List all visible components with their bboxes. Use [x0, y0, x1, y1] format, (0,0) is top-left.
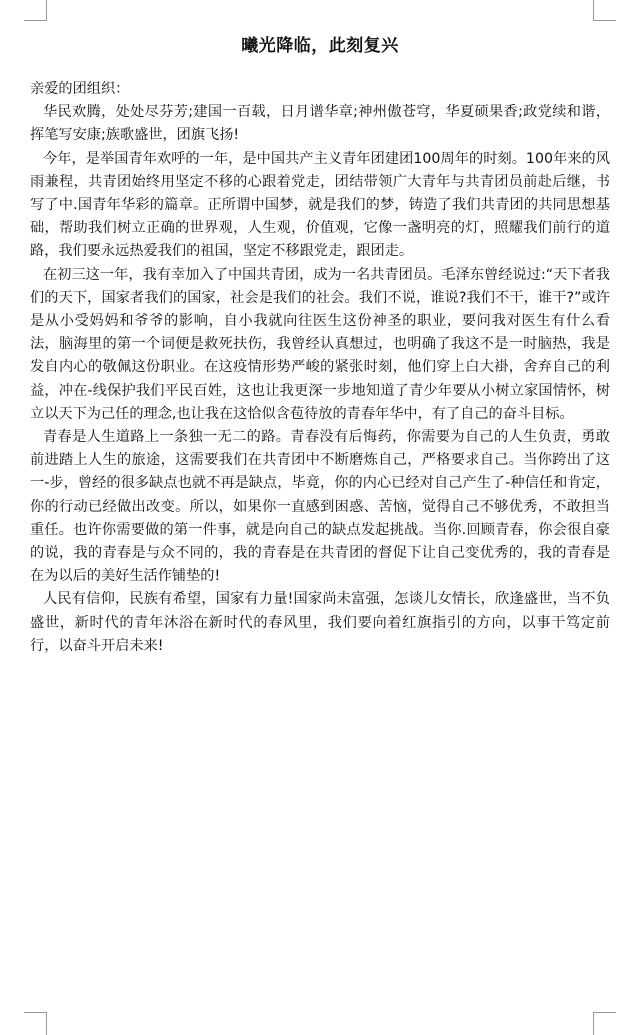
letter-salutation: 亲爱的团组织： — [30, 81, 130, 97]
paragraph-5: 人民有信仰，民族有希望，国家有力量!国家尚未富强，怎谈儿女情长，欣逢盛世，当不负盛世，新时代的青年沐浴在新时代的春风里，我们要向着红旗指引的方向，以事干笃定前行，以奋斗开启未来! — [30, 591, 610, 654]
paragraph-3: 在初三这一年，我有幸加入了中国共青团，成为一名共青团员。毛泽东曾经说过:“天下者我们的天下，国家者我们的国家，社会是我们的社会。我们不说，谁说?我们不干，谁干?”或许是从小受妈妈和爷爷的影响，自小我就向往医生这份神圣的职业，要问我对医生有什么看法，脑海里的第一个词便是救死扶伤，我曾经认真想过，也明确了我这不是一时脑热，我是发自内心的敬佩这份职业。在这疫情形势严峻的紧张时刻，他们穿上白大褂，舍弃自己的利益，冲在-线保护我们平民百姓，这也让我更深一步地知道了青少年要从小树立家国情怀，树立以天下为己任的理念,也让我在这恰似含苞待放的青春年华中，有了自己的奋斗目标。 — [30, 266, 610, 422]
page-corner-mark-bottom-left — [24, 1012, 47, 1035]
page-corner-mark-bottom-right — [593, 1012, 616, 1035]
letter-title: 曦光降临，此刻复兴 — [241, 36, 399, 56]
page-corner-mark-top-left — [24, 0, 47, 21]
paragraph-4: 青春是人生道路上一条独一无二的路。青春没有后悔药，你需要为自己的人生负责，勇敢前进踏上人生的旅途，这需要我们在共青团中不断磨炼自己，严格要求自己。当你跨出了这一-步，曾经的很多缺点也就不再是缺点，毕竟，你的内心已经对自己产生了-种信任和肯定，你的行动已经做出改变。所以，如果你一直感到困惑、苦恼，觉得自己不够优秀，不敢担当重任。也许你需要做的第一件事，就是向自己的缺点发起挑战。当你.回顾青春，你会很自豪的说，我的青春是与众不同的，我的青春是在共青团的督促下让自己变优秀的，我的青春是在为以后的美好生活作铺垫的! — [30, 429, 610, 585]
paragraph-2: 今年，是举国青年欢呼的一年，是中国共产主义青年团建团100周年的时刻。100年来的风雨兼程，共青团始终用坚定不移的心跟着党走，团结带领广大青年与共青团员前赴后继，书写了中.国青年华彩的篇章。正所谓中国梦，就是我们的梦，铸造了我们共青团的共同思想基础，帮助我们树立正确的世界观，人生观，价值观，它像一盏明亮的灯，照耀我们前行的道路，我们要永远热爱我们的祖国，坚定不移跟党走，跟团走。 — [30, 150, 610, 260]
paragraph-1: 华民欢腾，处处尽芬芳;建国一百载，日月谱华章;神州傲苍穹，华夏硕果香;政党续和谐，挥笔写安康;族歌盛世，团旗飞扬! — [30, 104, 610, 144]
page-corner-mark-top-right — [593, 0, 616, 21]
letter-document — [30, 34, 610, 658]
